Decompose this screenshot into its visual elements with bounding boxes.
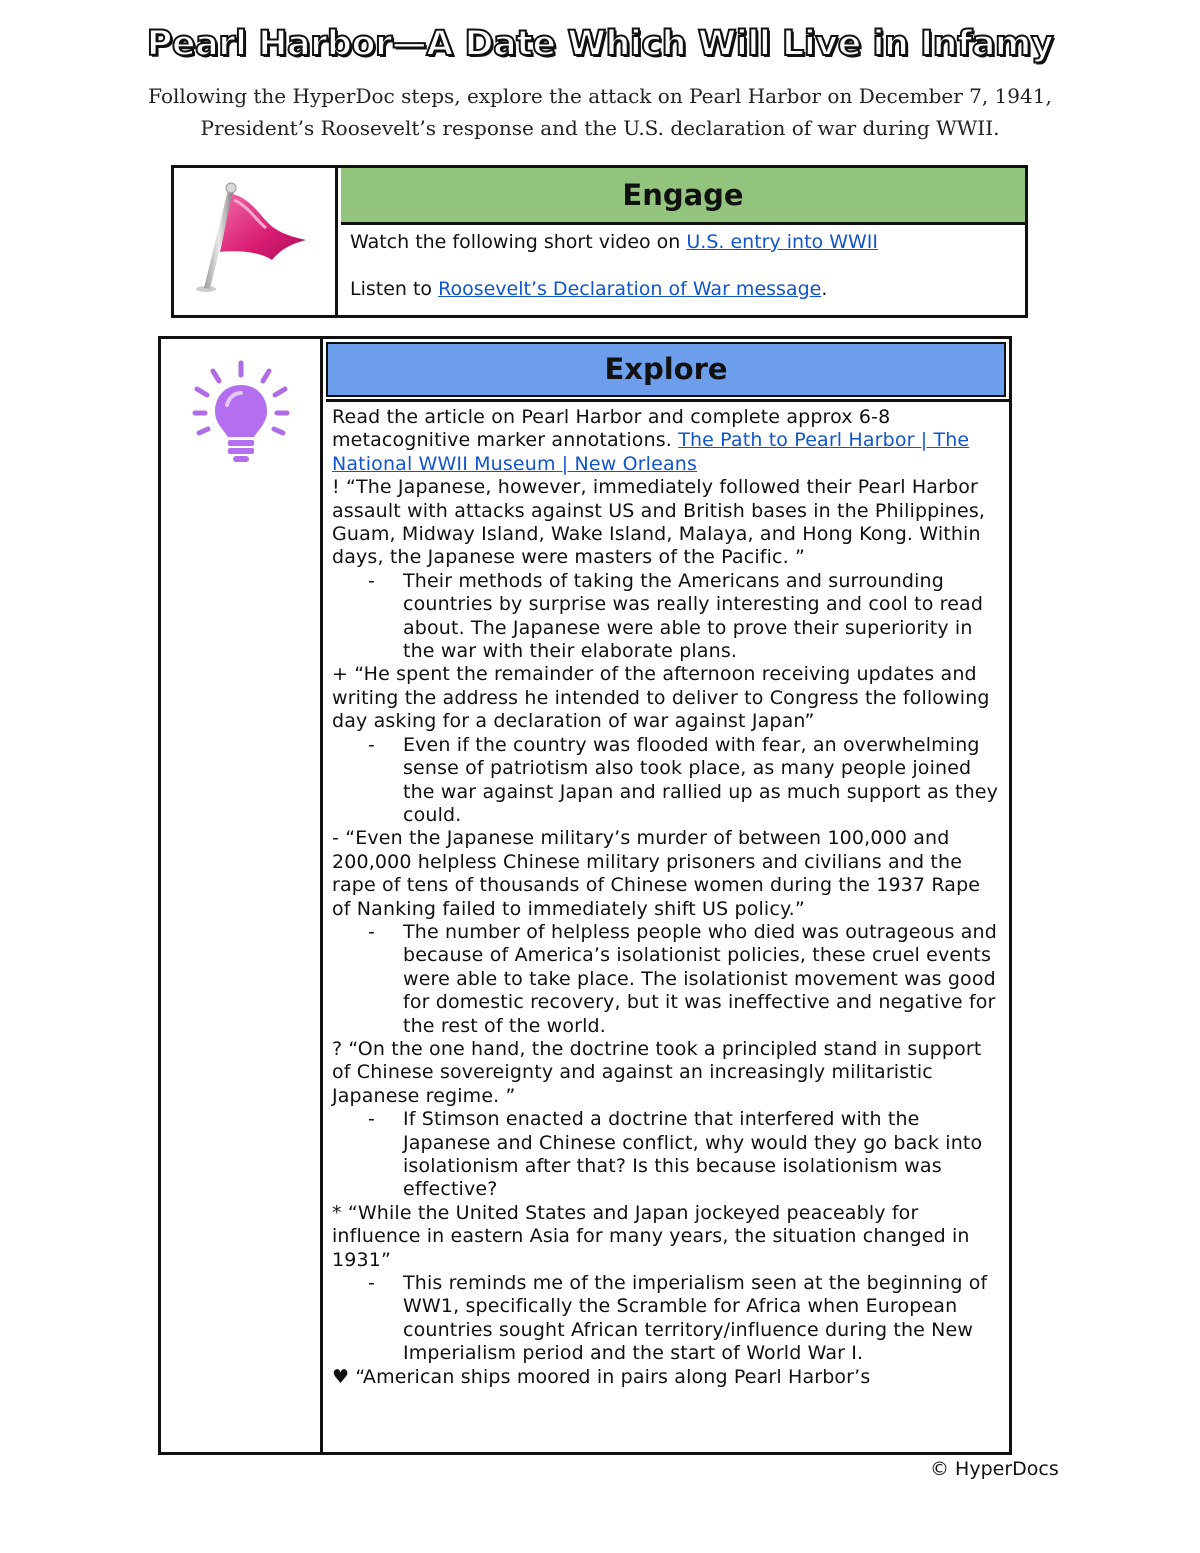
engage-line-video (350, 230, 1017, 254)
explore-intro (332, 406, 1004, 476)
page-title: Pearl Harbor—A Date Which Will Live in Infamy (146, 24, 1054, 64)
annotation-quote: * “While the United States and Japan jockeyed peaceably for influence in eastern Asia for many years, the situation changed in 1931” (332, 1201, 970, 1271)
explore-body (332, 406, 1004, 1389)
annotation-quote: ? “On the one hand, the doctrine took a principled stand in support of Chinese sovereignty and against an increasingly militaristic Japanese regime. ” (332, 1037, 982, 1107)
subtitle-line-1: Following the HyperDoc steps, explore the attack on Pearl Harbor on December 7, 1941, (148, 84, 1052, 108)
engage-body (350, 230, 1017, 324)
annotation-quote: + “He spent the remainder of the afternoon receiving updates and writing the address he intended to deliver to Congress the following day asking for a declaration of war against Japan” (332, 663, 990, 733)
annotation-comment (332, 734, 1004, 828)
annotation-comment (332, 921, 1004, 1038)
annotation-comment (332, 1272, 1004, 1366)
annotation-quote: - “Even the Japanese military’s murder of between 100,000 and 200,000 helpless Chinese military prisoners and civilians and the rape of tens of thousands of Chinese women during the 1937 Rape of Nanking failed to immediately shift US policy.” (332, 827, 981, 920)
engage-line-listen (350, 277, 1017, 301)
flag-icon (174, 168, 338, 315)
annotation-comment-text: Their methods of taking the Americans and surrounding countries by surprise was really interesting and cool to read about. The Japanese were able to prove their superiority in the war with their elaborate plans. (403, 569, 984, 663)
page-subtitle (0, 80, 1200, 144)
comment-dash: - (368, 569, 376, 592)
engage-line-listen-end: . (821, 278, 828, 300)
explore-intro-text: Read the article on Pearl Harbor and complete approx 6-8 metacognitive marker annotations. (332, 406, 891, 452)
annotation-comment (332, 1108, 1004, 1202)
annotation-comment-text: If Stimson enacted a doctrine that interfered with the Japanese and Chinese conflict, why would they go back into isolationism after that? Is this because isolationism was effective? (403, 1108, 983, 1201)
explore-section (158, 336, 1012, 1455)
annotation-quote: ! “The Japanese, however, immediately followed their Pearl Harbor assault with attacks against US and British bases in the Philippines, Guam, Midway Island, Wake Island, Malaya, and Hong Kong. Within days, the Japanese were masters of the Pacific. ” (332, 476, 986, 569)
subtitle-line-2: President’s Roosevelt’s response and the U.S. declaration of war during WWII. (200, 116, 1000, 140)
lightbulb-icon (161, 353, 321, 473)
path-to-pearl-harbor-link[interactable]: The Path to Pearl Harbor | The National WWII Museum | New Orleans (332, 429, 970, 475)
declaration-message-link[interactable]: Roosevelt’s Declaration of War message (438, 278, 822, 300)
explore-header: Explore (326, 342, 1006, 397)
engage-header: Engage (341, 168, 1025, 225)
comment-dash: - (368, 1272, 376, 1295)
engage-line-video-text: Watch the following short video on (350, 231, 687, 253)
video-link[interactable]: U.S. entry into WWII (686, 231, 878, 253)
annotation-comment (332, 570, 1004, 664)
annotation-quote-last: ♥ “American ships moored in pairs along Pearl Harbor’s (332, 1365, 871, 1388)
annotation-comment-text: The number of helpless people who died was outrageous and because of America’s isolationist policies, these cruel events were able to take place. The isolationist movement was good for domestic recovery, but it was ineffective and negative for the rest of the world. (403, 920, 997, 1037)
engage-line-listen-text: Listen to (350, 278, 439, 300)
engage-icon-cell (174, 168, 338, 315)
annotation-comment-text: This reminds me of the imperialism seen at the beginning of WW1, specifically the Scramble for Africa when European countries sought African territory/influence during the New Imperialism period and the start of World War I. (403, 1272, 988, 1365)
explore-icon-cell (161, 339, 323, 1452)
copyright: © HyperDocs (930, 1458, 1059, 1480)
explore-header-divider (326, 399, 1009, 402)
comment-dash: - (368, 733, 376, 756)
comment-dash: - (368, 920, 376, 943)
annotation-comment-text: Even if the country was flooded with fear, an overwhelming sense of patriotism also took place, as many people joined the war against Japan and rallied up as much support as they could. (403, 733, 999, 826)
engage-section (171, 165, 1028, 318)
comment-dash: - (368, 1108, 376, 1131)
